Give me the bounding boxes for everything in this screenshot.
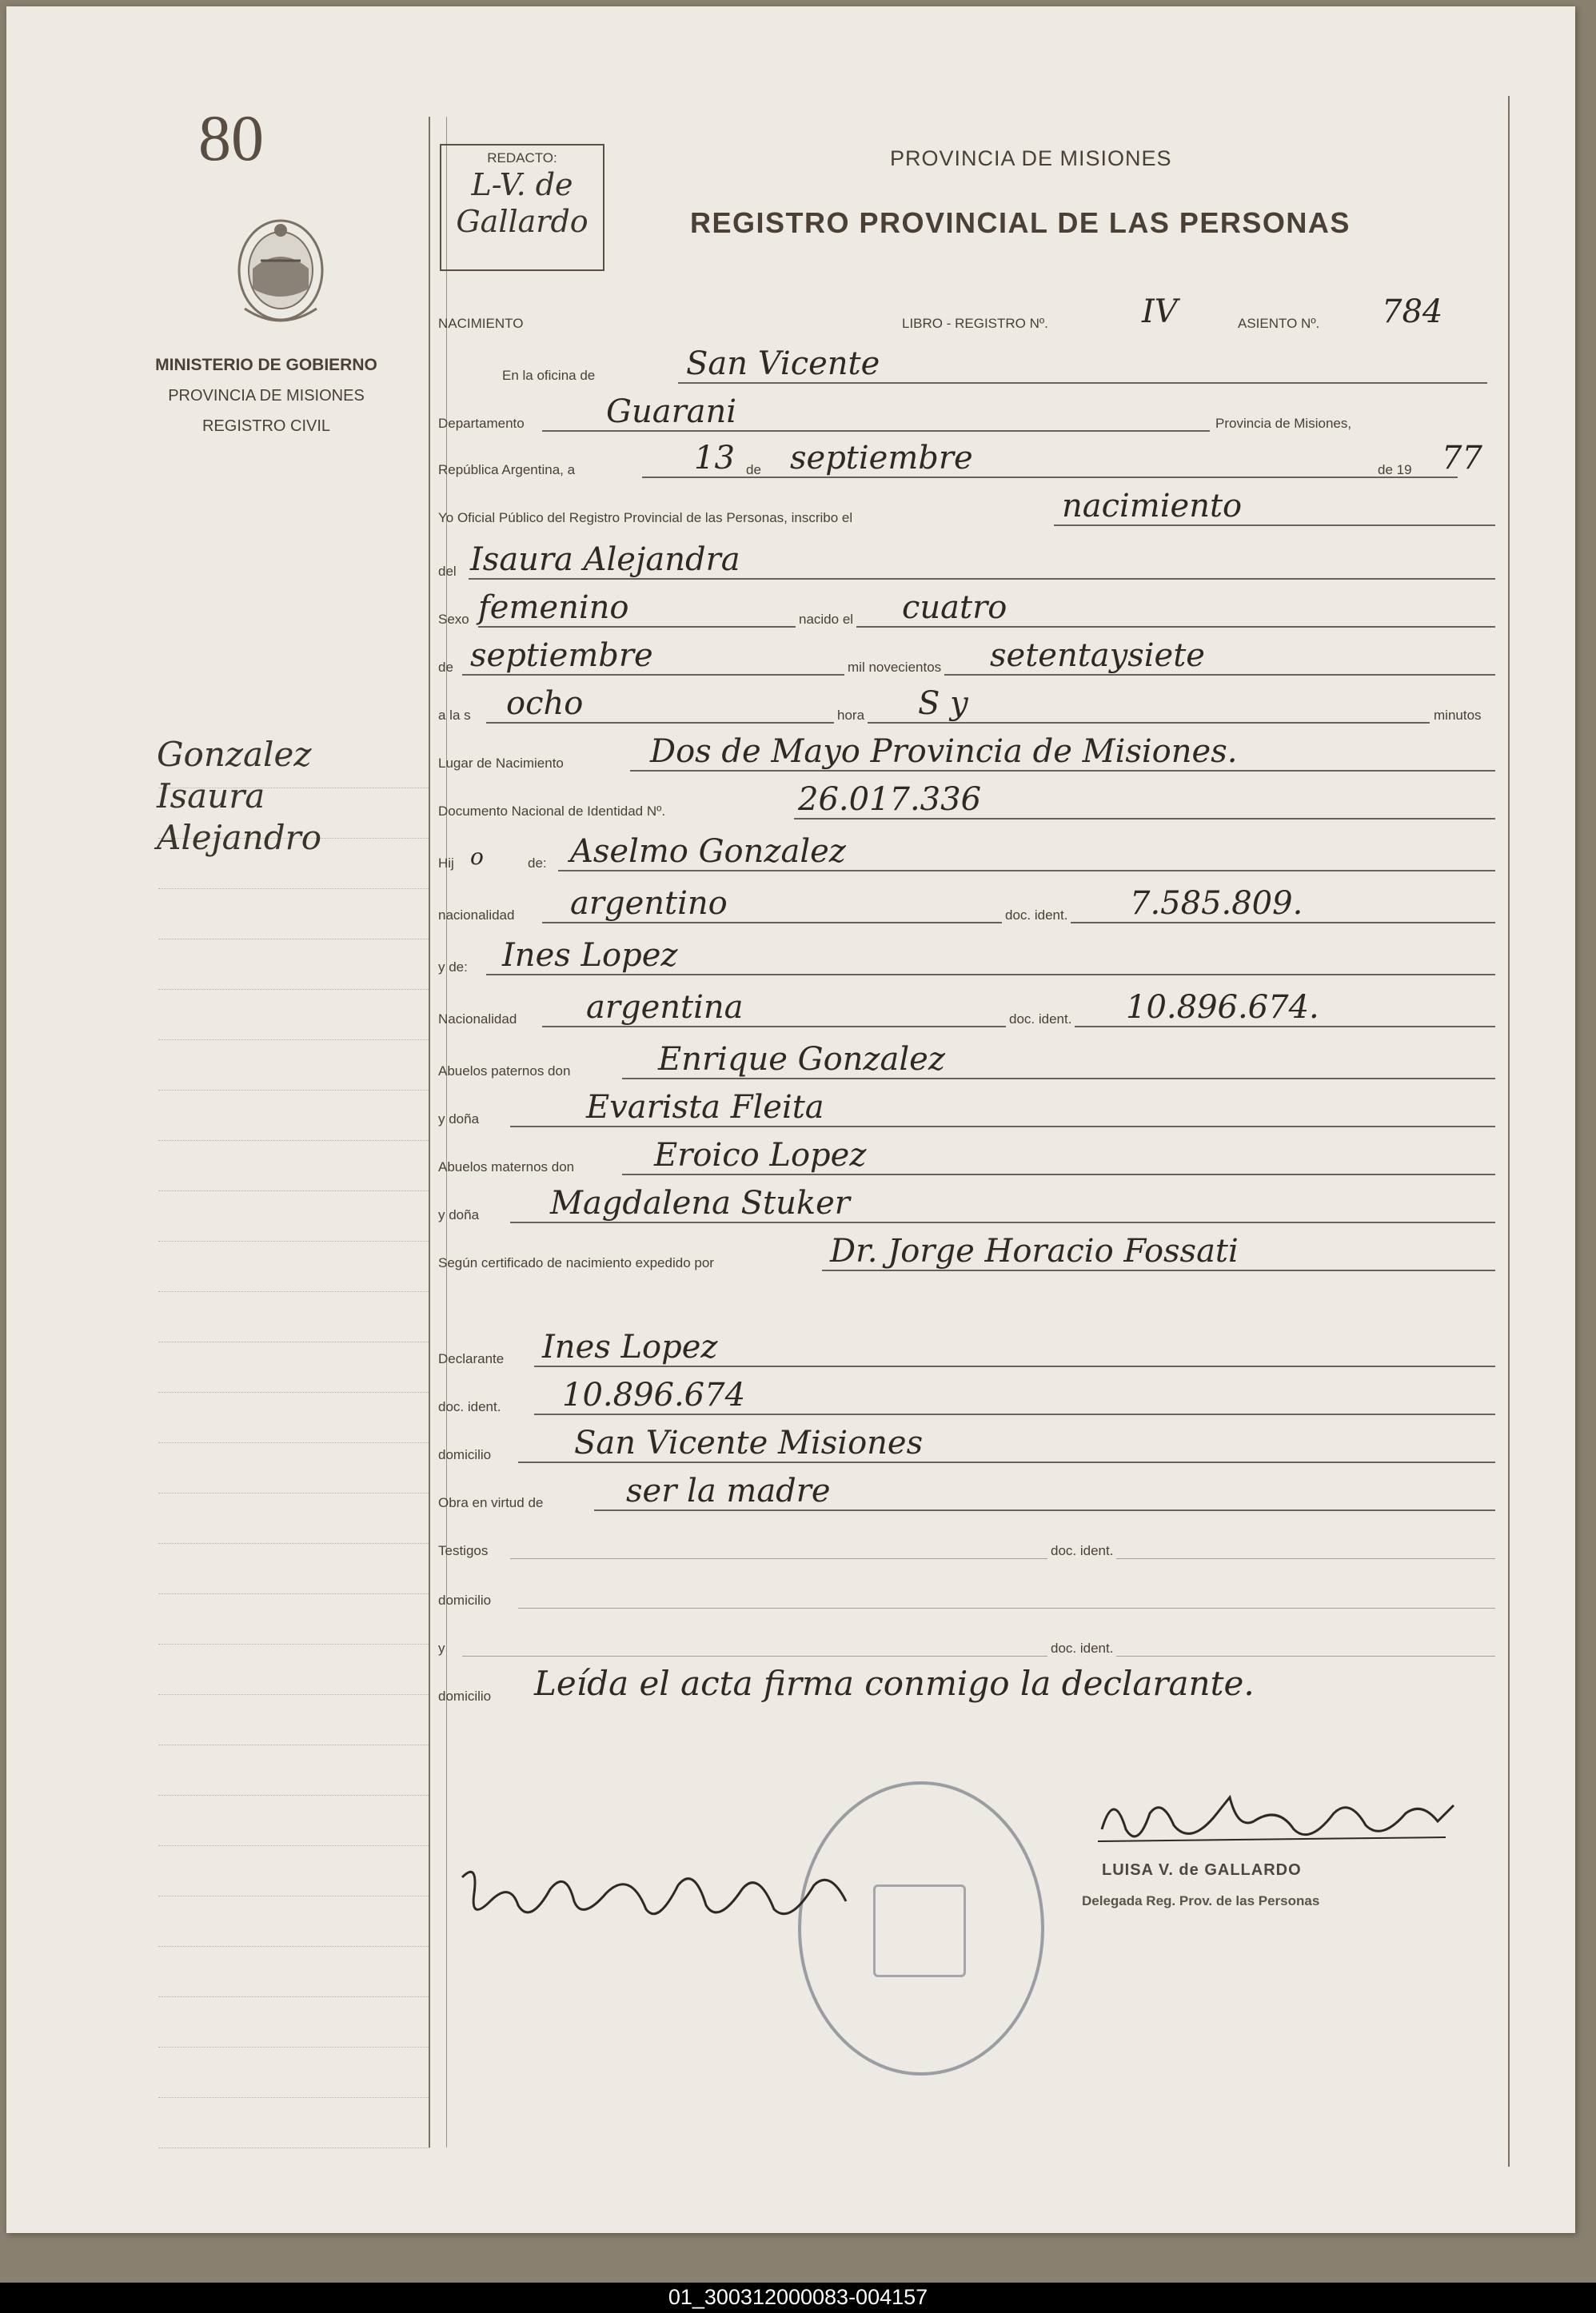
row-sexo xyxy=(438,586,1495,634)
row-lugar xyxy=(438,730,1495,778)
del-value: Isaura Alejandra xyxy=(470,541,740,578)
de-label: de xyxy=(746,462,761,477)
coat-of-arms-icon xyxy=(229,213,333,333)
abuelo-mat-value: Eroico Lopez xyxy=(654,1137,867,1174)
sexo-value: femenino xyxy=(478,589,629,626)
row-oficina xyxy=(438,342,1495,390)
hijo-de-label: de: xyxy=(528,855,547,871)
nac-padre-value: argentino xyxy=(570,885,728,922)
row-del xyxy=(438,538,1495,586)
dia-value: 13 xyxy=(694,440,735,477)
departamento-label: Departamento xyxy=(438,416,525,431)
row-nac-madre xyxy=(438,986,1495,1034)
redacto-box xyxy=(440,144,604,271)
row-departamento xyxy=(438,390,1495,438)
doc-padre-value: 7.585.809. xyxy=(1130,885,1303,922)
row-domicilio xyxy=(438,1422,1495,1470)
row-nac-padre xyxy=(438,882,1495,930)
abuela-pat-value: Evarista Fleita xyxy=(586,1089,824,1126)
officer-name: LUISA V. de GALLARDO xyxy=(1102,1861,1302,1879)
asiento-value: 784 xyxy=(1382,293,1443,330)
row-abuela-materna xyxy=(438,1182,1495,1230)
type-label: NACIMIENTO xyxy=(438,316,524,331)
declarante-value: Ines Lopez xyxy=(542,1329,718,1366)
redacto-label: REDACTO: xyxy=(487,150,557,165)
obra-label: Obra en virtud de xyxy=(438,1495,544,1510)
header-province: PROVINCIA DE MISIONES xyxy=(890,146,1172,170)
abuelos-pat-label: Abuelos paternos don xyxy=(438,1063,571,1079)
row-madre xyxy=(438,934,1495,982)
libro-value: IV xyxy=(1142,293,1178,330)
row-mes-nacimiento xyxy=(438,634,1495,682)
provincia-label: Provincia de Misiones, xyxy=(1215,416,1352,431)
ministry-registry: REGISTRO CIVIL xyxy=(201,417,331,435)
y-dona-label-1: y doña xyxy=(438,1111,480,1127)
row-libro xyxy=(438,290,1495,338)
y-de-label: y de: xyxy=(438,959,468,975)
mil-value: setentaysiete xyxy=(990,637,1205,674)
stamp-emblem-icon xyxy=(873,1884,966,1977)
page-number: 80 xyxy=(198,102,264,174)
margin-note-first: Isaura xyxy=(157,776,265,816)
doc-decl-label: doc. ident. xyxy=(438,1399,501,1414)
row-cierre xyxy=(438,1663,1495,1711)
republica-label: República Argentina, a xyxy=(438,462,576,477)
inscribo-value: nacimiento xyxy=(1062,488,1243,524)
nac-madre-value: argentina xyxy=(586,989,744,1026)
anio-value: 77 xyxy=(1442,440,1482,477)
footer-id: 01_300312000083-004157 xyxy=(668,2285,928,2309)
margin-note xyxy=(157,734,321,859)
declarant-signature-icon xyxy=(454,1845,854,1941)
left-margin-column xyxy=(6,6,430,2233)
redacto-value-1: L-V. de xyxy=(471,167,573,202)
mes-value: septiembre xyxy=(790,440,973,477)
lugar-value: Dos de Mayo Provincia de Misiones. xyxy=(650,733,1238,770)
y-dona-label-2: y doña xyxy=(438,1207,480,1222)
margin-note-surname: Gonzalez xyxy=(157,735,312,774)
doc-ident-label: doc. ident. xyxy=(1047,1543,1116,1559)
anio-label: de 19 xyxy=(1378,462,1412,477)
row-hijo xyxy=(438,830,1495,878)
doc-madre-label: doc. ident. xyxy=(1006,1011,1075,1027)
domicilio-value: San Vicente Misiones xyxy=(574,1425,924,1462)
row-inscribo xyxy=(438,485,1495,532)
right-border-line xyxy=(1508,96,1510,2167)
hijo-label: Hij xyxy=(438,855,454,871)
row-abuela-paterna xyxy=(438,1086,1495,1134)
margin-note-second: Alejandro xyxy=(157,818,321,857)
obra-value: ser la madre xyxy=(626,1473,831,1509)
minutos-label: minutos xyxy=(1434,708,1482,723)
inscribo-label: Yo Oficial Público del Registro Provincial de las Personas, inscribo el xyxy=(438,510,853,525)
nacido-label: nacido el xyxy=(796,612,856,628)
ministry-name: MINISTERIO DE GOBIERNO xyxy=(155,356,377,374)
row-domicilio-2 xyxy=(438,1567,1495,1615)
header-title: REGISTRO PROVINCIAL DE LAS PERSONAS xyxy=(690,206,1351,239)
row-dni xyxy=(438,778,1495,826)
oficina-label: En la oficina de xyxy=(502,368,596,383)
nacido-value: cuatro xyxy=(902,589,1007,626)
redacto-value-2: Gallardo xyxy=(456,204,589,239)
officer-title: Delegada Reg. Prov. de las Personas xyxy=(1082,1893,1320,1908)
del-label: del xyxy=(438,564,457,579)
de-mes-label: de xyxy=(438,660,453,675)
alas-value: ocho xyxy=(506,685,584,722)
oficina-value: San Vicente xyxy=(686,345,880,382)
lugar-label: Lugar de Nacimiento xyxy=(438,756,564,771)
officer-signature-icon xyxy=(1094,1781,1462,1853)
y-label: y xyxy=(438,1641,445,1656)
hora-label: hora xyxy=(834,708,868,724)
row-declarante xyxy=(438,1326,1495,1374)
hora-value: S y xyxy=(918,685,968,722)
row-testigos xyxy=(438,1517,1495,1565)
nac-madre-label: Nacionalidad xyxy=(438,1011,517,1027)
abuela-mat-value: Magdalena Stuker xyxy=(550,1185,850,1222)
row-abuelo-materno xyxy=(438,1134,1495,1182)
row-y-testigo xyxy=(438,1615,1495,1663)
dni-label: Documento Nacional de Identidad Nº. xyxy=(438,804,666,819)
doc-decl-value: 10.896.674 xyxy=(562,1377,746,1414)
abuelos-mat-label: Abuelos maternos don xyxy=(438,1159,575,1174)
row-hora xyxy=(438,682,1495,730)
testigos-label: Testigos xyxy=(438,1543,489,1558)
register-page xyxy=(6,6,1575,2233)
asiento-label: ASIENTO Nº. xyxy=(1238,316,1320,331)
row-certificado xyxy=(438,1230,1495,1278)
domicilio2-label: domicilio xyxy=(438,1593,492,1608)
doc-madre-value: 10.896.674. xyxy=(1126,989,1319,1026)
cierre-value: Leída el acta firma conmigo la declarante. xyxy=(534,1664,1255,1703)
departamento-value: Guarani xyxy=(606,393,737,430)
padre-value: Aselmo Gonzalez xyxy=(570,833,846,870)
ministry-block xyxy=(134,350,398,441)
row-doc-declarante xyxy=(438,1374,1495,1422)
abuelo-pat-value: Enrique Gonzalez xyxy=(658,1041,945,1078)
row-abuelo-paterno xyxy=(438,1038,1495,1086)
dni-value: 26.017.336 xyxy=(798,781,982,818)
nac-padre-label: nacionalidad xyxy=(438,907,515,923)
mil-label: mil novecientos xyxy=(844,660,944,676)
madre-value: Ines Lopez xyxy=(502,937,678,974)
row-fecha xyxy=(438,437,1495,485)
certificado-label: Según certificado de nacimiento expedido por xyxy=(438,1255,714,1270)
alas-label: a la s xyxy=(438,708,471,723)
libro-label: LIBRO - REGISTRO Nº. xyxy=(902,316,1048,331)
sexo-label: Sexo xyxy=(438,612,469,627)
hijo-suffix: o xyxy=(470,843,484,870)
left-border-line xyxy=(429,117,430,2148)
domicilio3-label: domicilio xyxy=(438,1689,492,1704)
declarante-label: Declarante xyxy=(438,1351,505,1366)
certificado-value: Dr. Jorge Horacio Fossati xyxy=(830,1233,1239,1270)
margin-ruled-lines xyxy=(158,738,430,2148)
domicilio-label: domicilio xyxy=(438,1447,492,1462)
de-mes-value: septiembre xyxy=(470,637,653,674)
ministry-province: PROVINCIA DE MISIONES xyxy=(168,387,365,405)
doc-ident2-label: doc. ident. xyxy=(1047,1641,1116,1657)
row-obra xyxy=(438,1470,1495,1517)
doc-padre-label: doc. ident. xyxy=(1002,907,1071,923)
